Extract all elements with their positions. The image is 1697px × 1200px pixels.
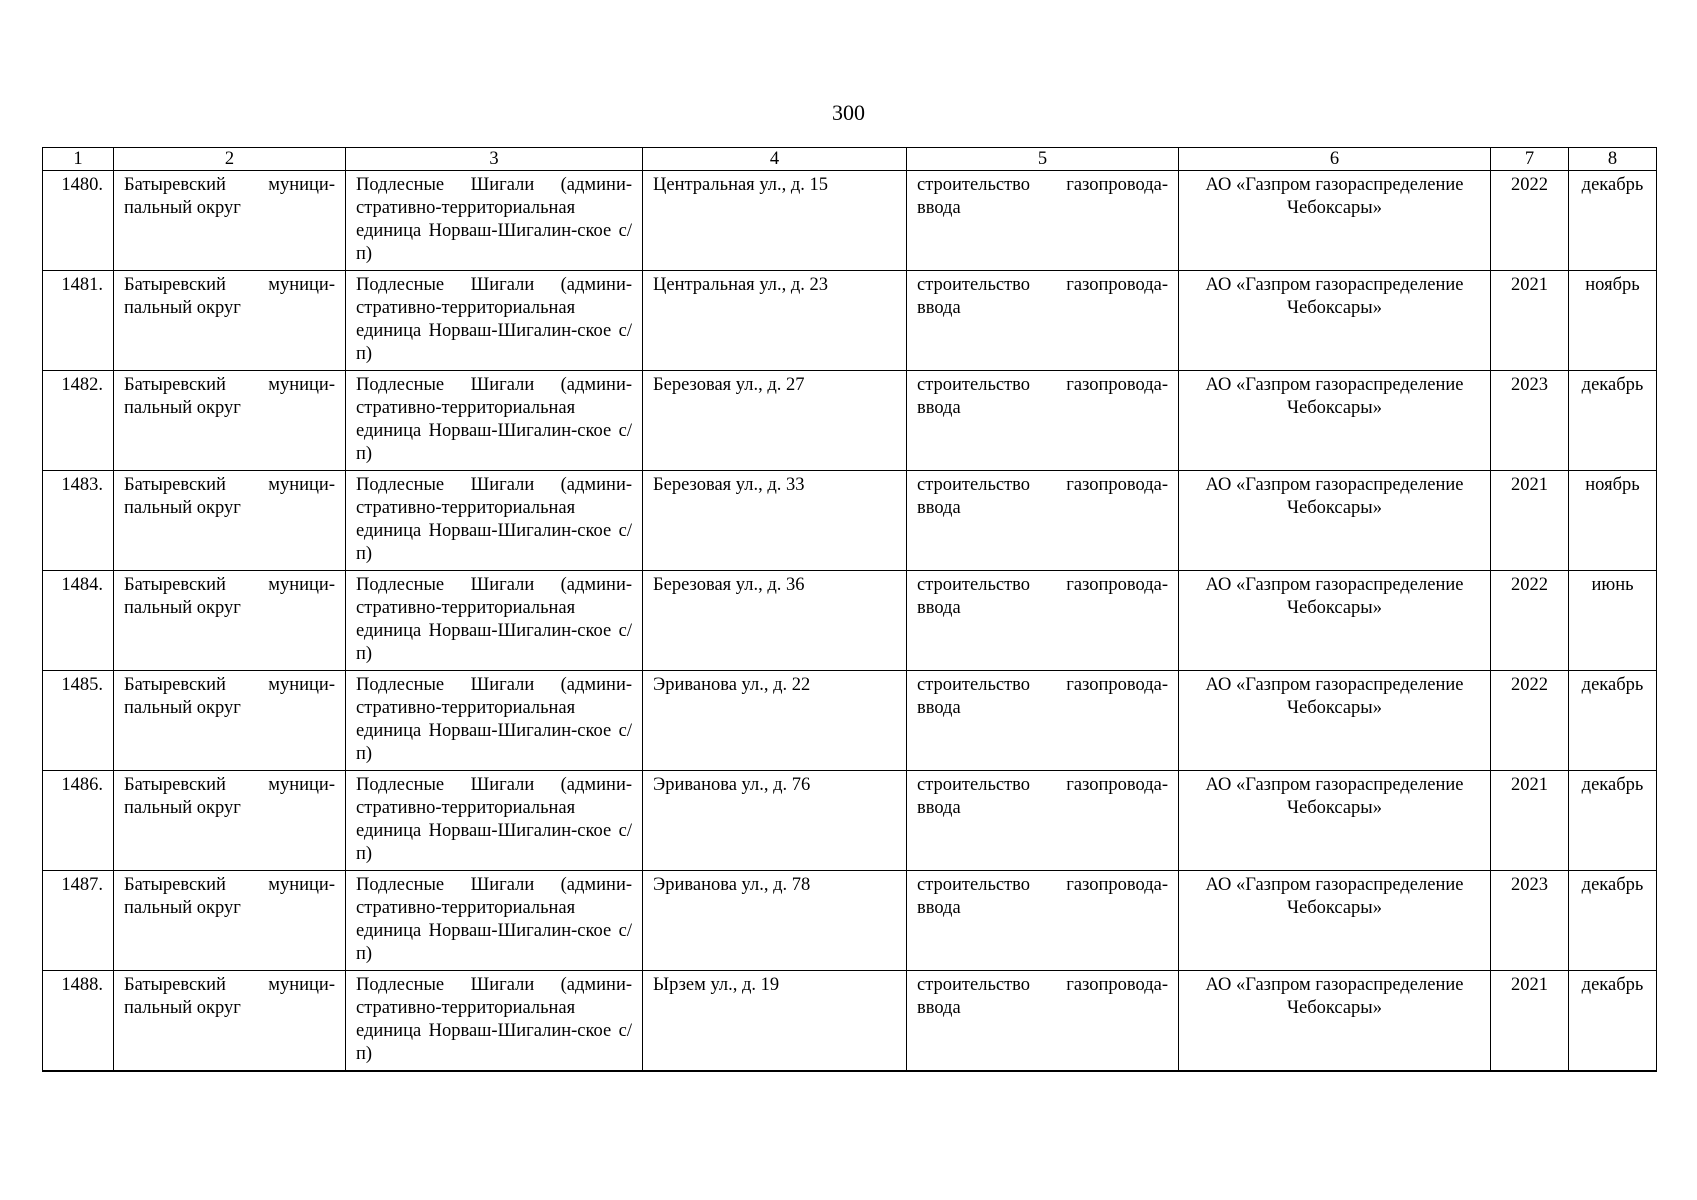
- column-number: 4: [643, 148, 907, 171]
- year-cell: 2021: [1491, 771, 1569, 871]
- organization-cell: АО «Газпром газораспределение Чебоксары»: [1179, 771, 1491, 871]
- district-cell: Батыревский муници-пальный округ: [114, 171, 346, 271]
- organization-cell: АО «Газпром газораспределение Чебоксары»: [1179, 471, 1491, 571]
- table-row: [43, 571, 1657, 671]
- address-cell: Эриванова ул., д. 76: [643, 771, 907, 871]
- table-row: [43, 871, 1657, 971]
- table-row: [43, 171, 1657, 271]
- settlement-cell: Подлесные Шигали (админи-стративно-территориальная единица Норваш-Шигалин-ское с/п): [346, 471, 643, 571]
- organization-cell: АО «Газпром газораспределение Чебоксары»: [1179, 371, 1491, 471]
- year-cell: 2021: [1491, 971, 1569, 1072]
- row-number: 1486.: [43, 771, 114, 871]
- district-cell: Батыревский муници-пальный округ: [114, 771, 346, 871]
- address-cell: Центральная ул., д. 23: [643, 271, 907, 371]
- register-table: [42, 147, 1657, 1072]
- address-cell: Центральная ул., д. 15: [643, 171, 907, 271]
- year-cell: 2021: [1491, 471, 1569, 571]
- work-type-cell: строительство газопровода-ввода: [907, 971, 1179, 1072]
- district-cell: Батыревский муници-пальный округ: [114, 471, 346, 571]
- month-cell: декабрь: [1569, 171, 1657, 271]
- work-type-cell: строительство газопровода-ввода: [907, 571, 1179, 671]
- row-number: 1480.: [43, 171, 114, 271]
- year-cell: 2021: [1491, 271, 1569, 371]
- organization-cell: АО «Газпром газораспределение Чебоксары»: [1179, 571, 1491, 671]
- column-number: 8: [1569, 148, 1657, 171]
- work-type-cell: строительство газопровода-ввода: [907, 871, 1179, 971]
- address-cell: Ырзем ул., д. 19: [643, 971, 907, 1072]
- settlement-cell: Подлесные Шигали (админи-стративно-территориальная единица Норваш-Шигалин-ское с/п): [346, 871, 643, 971]
- organization-cell: АО «Газпром газораспределение Чебоксары»: [1179, 671, 1491, 771]
- page-number: 300: [832, 100, 865, 125]
- settlement-cell: Подлесные Шигали (админи-стративно-территориальная единица Норваш-Шигалин-ское с/п): [346, 771, 643, 871]
- row-number: 1482.: [43, 371, 114, 471]
- month-cell: декабрь: [1569, 771, 1657, 871]
- settlement-cell: Подлесные Шигали (админи-стративно-территориальная единица Норваш-Шигалин-ское с/п): [346, 371, 643, 471]
- district-cell: Батыревский муници-пальный округ: [114, 371, 346, 471]
- address-cell: Березовая ул., д. 27: [643, 371, 907, 471]
- column-number: 1: [43, 148, 114, 171]
- organization-cell: АО «Газпром газораспределение Чебоксары»: [1179, 171, 1491, 271]
- work-type-cell: строительство газопровода-ввода: [907, 771, 1179, 871]
- year-cell: 2022: [1491, 571, 1569, 671]
- settlement-cell: Подлесные Шигали (админи-стративно-территориальная единица Норваш-Шигалин-ское с/п): [346, 271, 643, 371]
- settlement-cell: Подлесные Шигали (админи-стративно-территориальная единица Норваш-Шигалин-ское с/п): [346, 671, 643, 771]
- work-type-cell: строительство газопровода-ввода: [907, 371, 1179, 471]
- address-cell: Эриванова ул., д. 78: [643, 871, 907, 971]
- district-cell: Батыревский муници-пальный округ: [114, 571, 346, 671]
- row-number: 1488.: [43, 971, 114, 1072]
- column-number: 6: [1179, 148, 1491, 171]
- settlement-cell: Подлесные Шигали (админи-стративно-территориальная единица Норваш-Шигалин-ское с/п): [346, 971, 643, 1072]
- month-cell: июнь: [1569, 571, 1657, 671]
- address-cell: Эриванова ул., д. 22: [643, 671, 907, 771]
- organization-cell: АО «Газпром газораспределение Чебоксары»: [1179, 271, 1491, 371]
- month-cell: декабрь: [1569, 671, 1657, 771]
- year-cell: 2023: [1491, 871, 1569, 971]
- settlement-cell: Подлесные Шигали (админи-стративно-территориальная единица Норваш-Шигалин-ское с/п): [346, 171, 643, 271]
- table-row: [43, 971, 1657, 1072]
- month-cell: декабрь: [1569, 871, 1657, 971]
- address-cell: Березовая ул., д. 36: [643, 571, 907, 671]
- month-cell: ноябрь: [1569, 271, 1657, 371]
- year-cell: 2022: [1491, 671, 1569, 771]
- year-cell: 2022: [1491, 171, 1569, 271]
- month-cell: декабрь: [1569, 971, 1657, 1072]
- column-number: 3: [346, 148, 643, 171]
- district-cell: Батыревский муници-пальный округ: [114, 271, 346, 371]
- row-number: 1481.: [43, 271, 114, 371]
- work-type-cell: строительство газопровода-ввода: [907, 171, 1179, 271]
- work-type-cell: строительство газопровода-ввода: [907, 271, 1179, 371]
- district-cell: Батыревский муници-пальный округ: [114, 871, 346, 971]
- row-number: 1485.: [43, 671, 114, 771]
- organization-cell: АО «Газпром газораспределение Чебоксары»: [1179, 871, 1491, 971]
- month-cell: ноябрь: [1569, 471, 1657, 571]
- table-row: [43, 671, 1657, 771]
- column-number: 2: [114, 148, 346, 171]
- row-number: 1483.: [43, 471, 114, 571]
- table-row: [43, 771, 1657, 871]
- settlement-cell: Подлесные Шигали (админи-стративно-территориальная единица Норваш-Шигалин-ское с/п): [346, 571, 643, 671]
- work-type-cell: строительство газопровода-ввода: [907, 471, 1179, 571]
- organization-cell: АО «Газпром газораспределение Чебоксары»: [1179, 971, 1491, 1072]
- year-cell: 2023: [1491, 371, 1569, 471]
- month-cell: декабрь: [1569, 371, 1657, 471]
- address-cell: Березовая ул., д. 33: [643, 471, 907, 571]
- table-row: [43, 271, 1657, 371]
- table-row: [43, 471, 1657, 571]
- table-row: [43, 371, 1657, 471]
- district-cell: Батыревский муници-пальный округ: [114, 671, 346, 771]
- work-type-cell: строительство газопровода-ввода: [907, 671, 1179, 771]
- column-number: 5: [907, 148, 1179, 171]
- district-cell: Батыревский муници-пальный округ: [114, 971, 346, 1072]
- row-number: 1484.: [43, 571, 114, 671]
- column-number: 7: [1491, 148, 1569, 171]
- row-number: 1487.: [43, 871, 114, 971]
- column-number-row: [43, 148, 1657, 171]
